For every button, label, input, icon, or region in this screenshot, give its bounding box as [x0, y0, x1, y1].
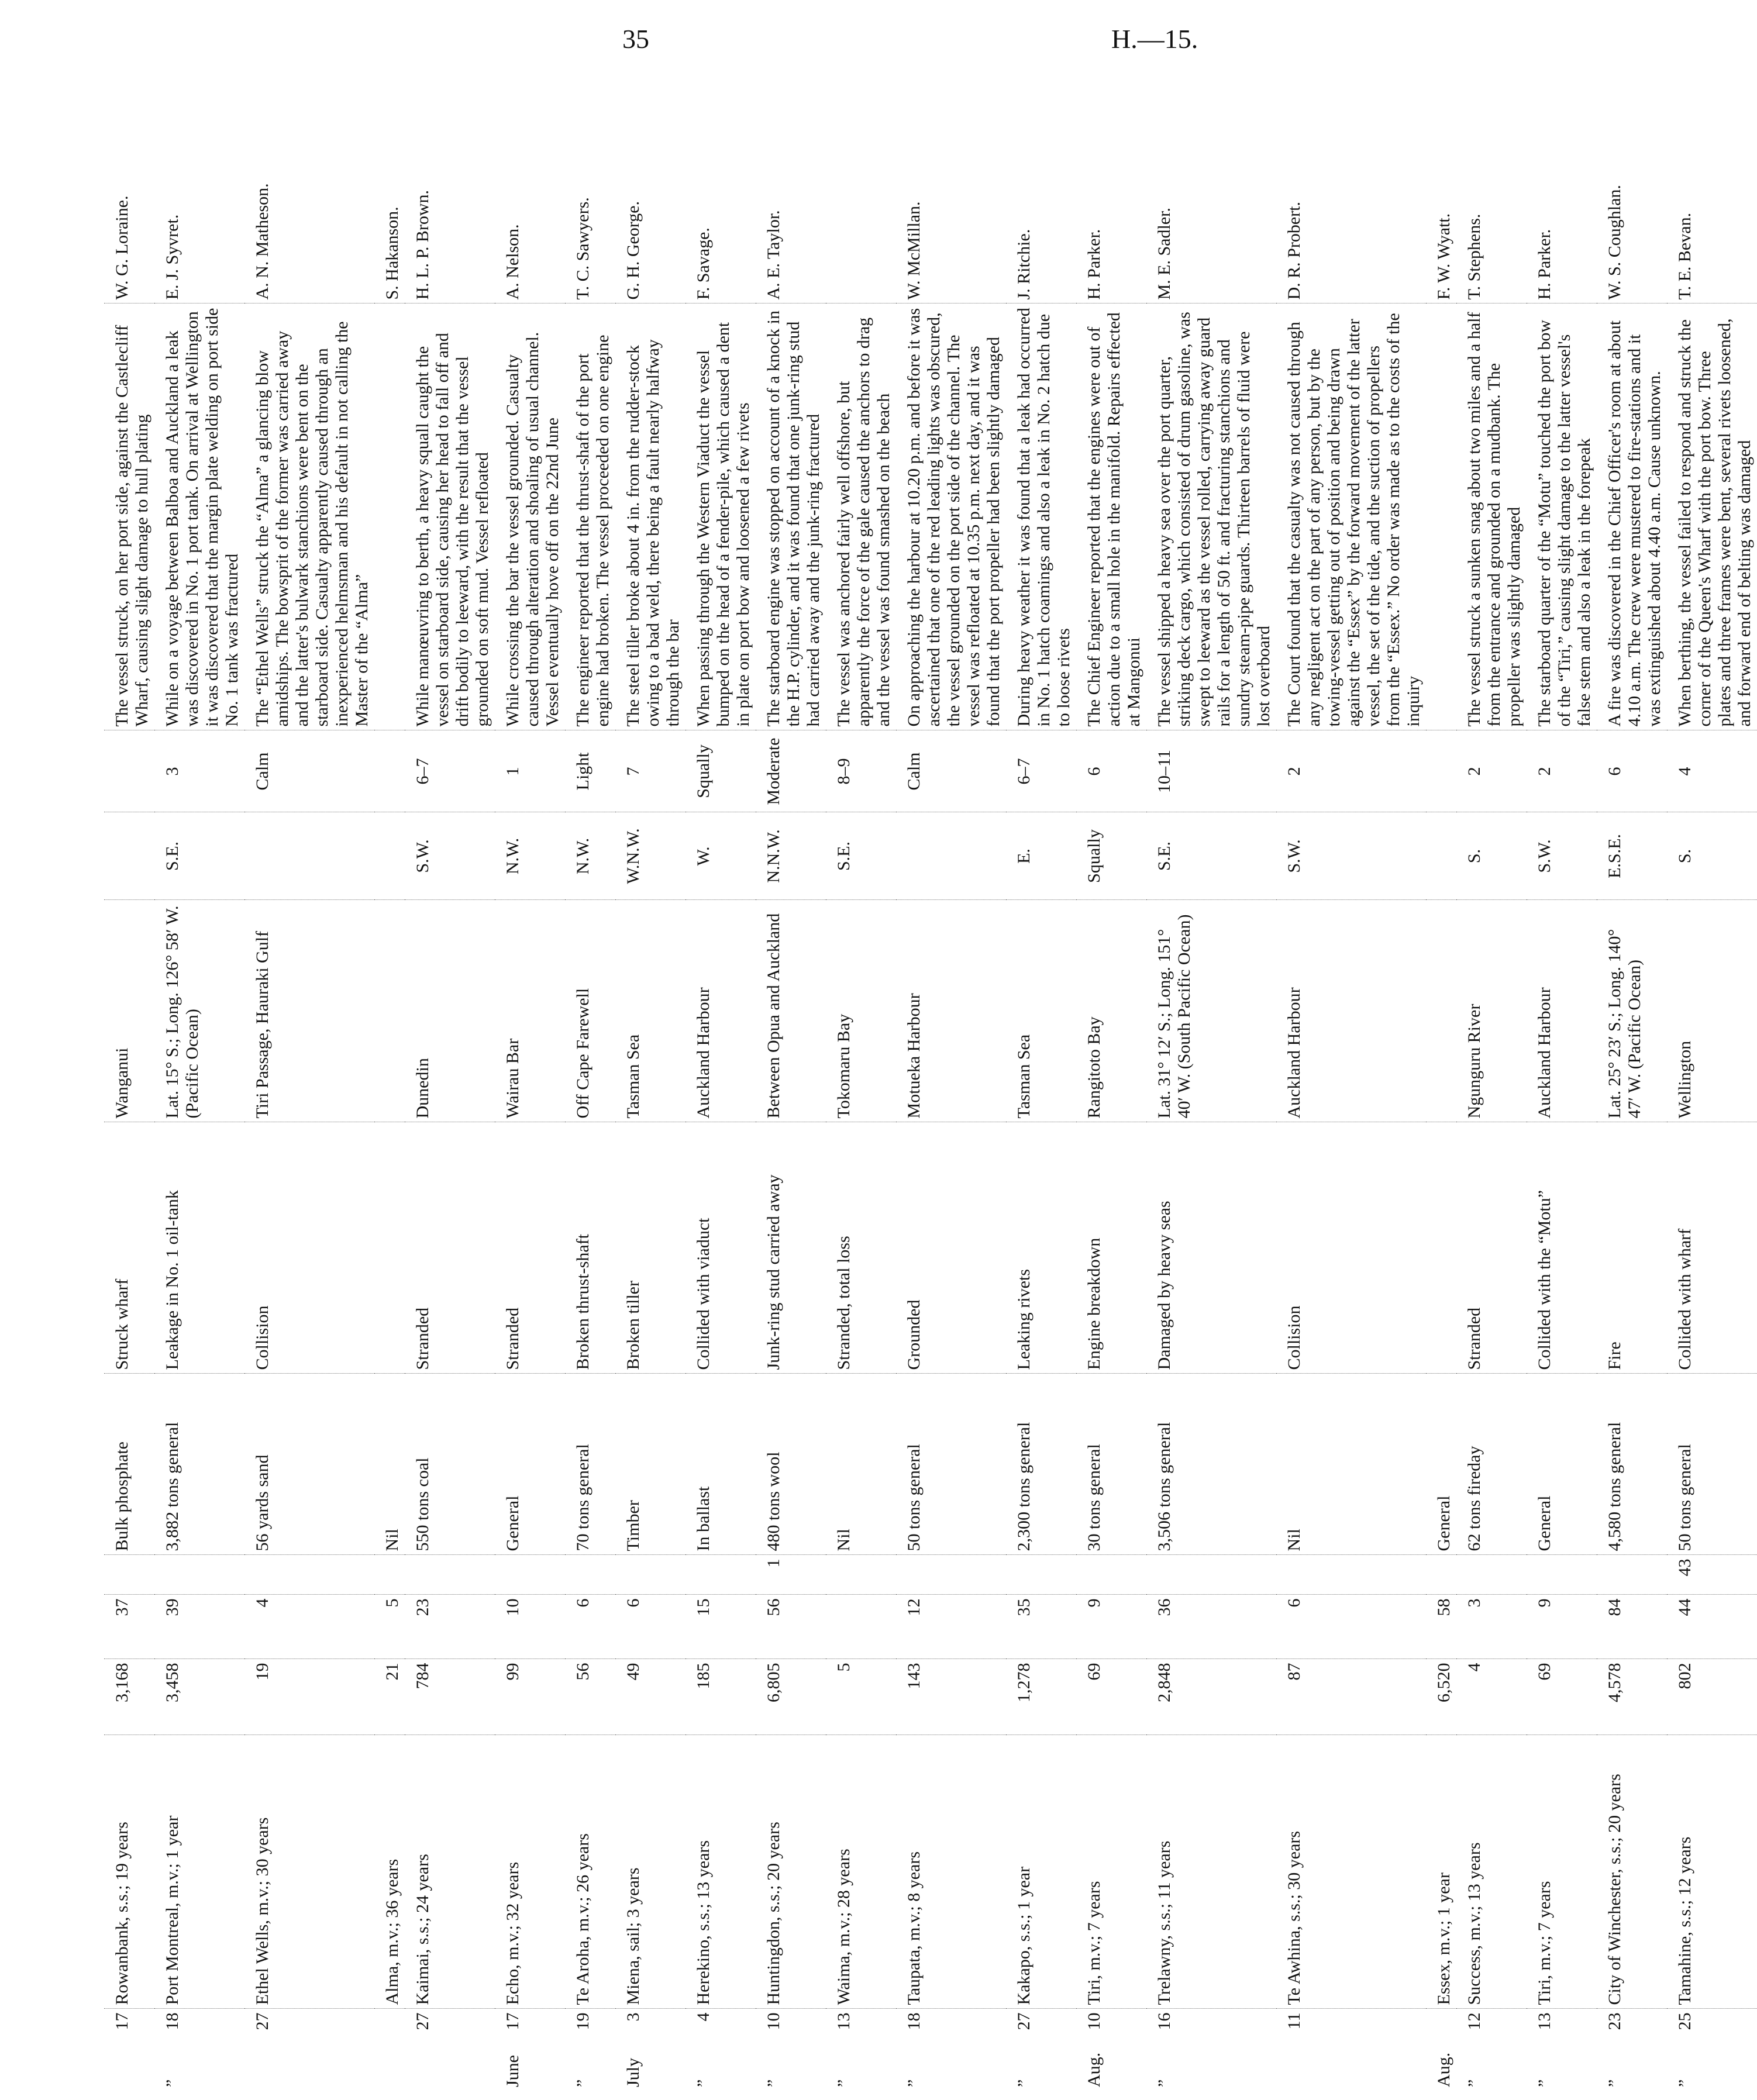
- tonnage-cell: 69: [1076, 1659, 1146, 1735]
- crew-cell: 9: [1527, 1595, 1597, 1659]
- wind-direction-cell: S.W.: [1527, 812, 1597, 900]
- place-cell: Tokomaru Bay: [826, 900, 896, 1122]
- nature-cell: Struck wharf: [104, 1122, 154, 1374]
- cargo-cell: Nil: [374, 1374, 405, 1555]
- vessel-cell: Taupata, m.v.; 8 years: [896, 1735, 1006, 2009]
- passengers-cell: [104, 1555, 154, 1595]
- day-cell: 10: [1084, 2012, 1104, 2030]
- place-cell: Lat. 15° S.; Long. 126° 58′ W. (Pacific Ocean): [154, 900, 244, 1122]
- month-cell: ”: [1155, 2079, 1174, 2087]
- cargo-cell: Nil: [1276, 1374, 1426, 1555]
- cause-cell: The vessel struck a sunken snag about two miles and a half from the entrance and grounded on a mudbank. The propeller was slightly damaged: [1456, 304, 1527, 730]
- cargo-cell: 550 tons coal: [405, 1374, 495, 1555]
- passengers-cell: [615, 1555, 685, 1595]
- tonnage-cell: 802: [1667, 1659, 1757, 1735]
- crew-cell: 4: [244, 1595, 374, 1659]
- cargo-cell: 2,300 tons general: [1006, 1374, 1076, 1555]
- officer-cell: A. E. Taylor.: [756, 102, 826, 304]
- passengers-cell: [1006, 1555, 1076, 1595]
- casualty-table-rotated: [104, 102, 1754, 2091]
- tonnage-cell: 3,168: [104, 1659, 154, 1735]
- officer-cell: T. E. Bevan.: [1667, 102, 1757, 304]
- day-cell: 19: [573, 2012, 592, 2030]
- crew-cell: 36: [1146, 1595, 1276, 1659]
- crew-cell: 35: [1006, 1595, 1076, 1659]
- nature-cell: Leaking rivets: [1006, 1122, 1076, 1374]
- cargo-cell: Timber: [615, 1374, 685, 1555]
- nature-cell: Collided with viaduct: [685, 1122, 756, 1374]
- wind-force-cell: 6–7: [1006, 730, 1076, 812]
- wind-direction-cell: W.N.W.: [615, 812, 685, 900]
- officer-cell: J. Ritchie.: [1006, 102, 1076, 304]
- nature-cell: Collision: [244, 1122, 374, 1374]
- passengers-cell: [374, 1555, 405, 1595]
- vessel-cell: Kaimai, s.s.; 24 years: [405, 1735, 495, 2009]
- vessel-cell: Rowanbank, s.s.; 19 years: [104, 1735, 154, 2009]
- nature-cell: Stranded: [405, 1122, 495, 1374]
- page-number: 35: [622, 24, 649, 54]
- vessel-cell: Miena, sail; 3 years: [615, 1735, 685, 2009]
- officer-cell: T. C. Sawyers.: [565, 102, 615, 304]
- cargo-cell: 3,882 tons general: [154, 1374, 244, 1555]
- nature-cell: Junk-ring stud carried away: [756, 1122, 826, 1374]
- officer-cell: G. H. George.: [615, 102, 685, 304]
- cargo-cell: 3,506 tons general: [1146, 1374, 1276, 1555]
- cargo-cell: 70 tons general: [565, 1374, 615, 1555]
- cause-cell: While manœuvring to berth, a heavy squall caught the vessel on starboard side, causing her head to fall off and drift bodily to leeward, with the result that the vessel grounded on soft mud. Vessel refloated: [405, 304, 495, 730]
- wind-force-cell: Calm: [244, 730, 374, 812]
- cause-cell: The starboard quarter of the “Motu” touched the port bow of the “Tiri,” causing slight damage to the latter vessel's false stem and also a leak in the forepeak: [1527, 304, 1597, 730]
- place-cell: Ngunguru River: [1456, 900, 1527, 1122]
- crew-cell: 15: [685, 1595, 756, 1659]
- tonnage-cell: 6,520: [1426, 1659, 1456, 1735]
- passengers-cell: [1597, 1555, 1667, 1595]
- table-row: [826, 102, 896, 2091]
- day-cell: 27: [413, 2012, 432, 2030]
- tonnage-cell: 3,458: [154, 1659, 244, 1735]
- nature-cell: Broken thrust-shaft: [565, 1122, 615, 1374]
- vessel-cell: Tiri, m.v.; 7 years: [1076, 1735, 1146, 2009]
- cargo-cell: 4,580 tons general: [1597, 1374, 1667, 1555]
- table-row: [244, 102, 374, 2091]
- tonnage-cell: 2,848: [1146, 1659, 1276, 1735]
- crew-cell: 39: [154, 1595, 244, 1659]
- wind-direction-cell: S.: [1456, 812, 1527, 900]
- passengers-cell: [244, 1555, 374, 1595]
- place-cell: Lat. 31° 12′ S.; Long. 151° 40′ W. (South Pacific Ocean): [1146, 900, 1276, 1122]
- cause-cell: On approaching the harbour at 10.20 p.m. and before it was ascertained that one of the red leading lights was obscured, the vessel grounded on the port side of the channel. The vessel was refloated at 10.35 p.m. next day, and it was found that the port propeller had been slightly damaged: [896, 304, 1006, 730]
- vessel-cell: Alma, m.v.; 36 years: [374, 1735, 405, 2009]
- table-row: [896, 102, 1006, 2091]
- month-cell: ”: [1465, 2079, 1484, 2087]
- tonnage-cell: 4: [1456, 1659, 1527, 1735]
- table-row: [1456, 102, 1527, 2091]
- day-cell: [374, 2009, 405, 2039]
- passengers-cell: [1076, 1555, 1146, 1595]
- cargo-cell: General: [1527, 1374, 1597, 1555]
- table-row: [1597, 102, 1667, 2091]
- wind-force-cell: 1: [495, 730, 565, 812]
- vessel-cell: Herekino, s.s.; 13 years: [685, 1735, 756, 2009]
- place-cell: Wairau Bar: [495, 900, 565, 1122]
- passengers-cell: [1276, 1555, 1426, 1595]
- place-cell: Auckland Harbour: [685, 900, 756, 1122]
- wind-force-cell: 2: [1527, 730, 1597, 812]
- officer-cell: W. S. Coughlan.: [1597, 102, 1667, 304]
- tonnage-cell: 56: [565, 1659, 615, 1735]
- vessel-cell: Ethel Wells, m.v.; 30 years: [244, 1735, 374, 2009]
- cause-cell: When berthing, the vessel failed to respond and struck the corner of the Queen's Wharf with the port bow. Three plates and three frames were bent, several rivets loosened, and forward end of belting was damaged: [1667, 304, 1757, 730]
- vessel-cell: Te Awhina, s.s.; 30 years: [1276, 1735, 1426, 2009]
- day-cell: 18: [904, 2012, 924, 2030]
- place-cell: [1426, 900, 1456, 1122]
- wind-direction-cell: S.: [1667, 812, 1757, 900]
- wind-direction-cell: S.E.: [1146, 812, 1276, 900]
- officer-cell: W. G. Loraine.: [104, 102, 154, 304]
- table-row: [756, 102, 826, 2091]
- day-cell: 11: [1284, 2012, 1304, 2030]
- wind-force-cell: Squally: [685, 730, 756, 812]
- wind-direction-cell: E.: [1006, 812, 1076, 900]
- cargo-cell: 56 yards sand: [244, 1374, 374, 1555]
- wind-force-cell: 7: [615, 730, 685, 812]
- crew-cell: 58: [1426, 1595, 1456, 1659]
- nature-cell: [374, 1122, 405, 1374]
- tonnage-cell: 19: [244, 1659, 374, 1735]
- vessel-cell: Success, m.v.; 13 years: [1456, 1735, 1527, 2009]
- wind-force-cell: 10–11: [1146, 730, 1276, 812]
- place-cell: Auckland Harbour: [1527, 900, 1597, 1122]
- nature-cell: Damaged by heavy seas: [1146, 1122, 1276, 1374]
- nature-cell: [1426, 1122, 1456, 1374]
- month-cell: ”: [834, 2079, 853, 2087]
- crew-cell: 5: [374, 1595, 405, 1659]
- cause-cell: The starboard engine was stopped on account of a knock in the H.P. cylinder, and it was found that one junk-ring stud had carried away and the junk-ring fractured: [756, 304, 826, 730]
- crew-cell: 12: [896, 1595, 1006, 1659]
- day-cell: 27: [1014, 2012, 1033, 2030]
- vessel-cell: Tiri, m.v.; 7 years: [1527, 1735, 1597, 2009]
- day-cell: 17: [112, 2012, 132, 2030]
- day-cell: [1426, 2009, 1456, 2039]
- passengers-cell: [896, 1555, 1006, 1595]
- month-cell: [1276, 2039, 1426, 2091]
- place-cell: Rangitoto Bay: [1076, 900, 1146, 1122]
- wind-force-cell: 8–9: [826, 730, 896, 812]
- wind-force-cell: Calm: [896, 730, 1006, 812]
- cargo-cell: 50 tons general: [1667, 1374, 1757, 1555]
- day-cell: 3: [623, 2012, 643, 2022]
- month-cell: [374, 2039, 405, 2091]
- cargo-cell: 30 tons general: [1076, 1374, 1146, 1555]
- cause-cell: While on a voyage between Balboa and Auckland a leak was discovered in No. 1 port tank. On arrival at Wellington it was discovered that the margin plate welding on port side No. 1 tank was fractured: [154, 304, 244, 730]
- crew-cell: 6: [565, 1595, 615, 1659]
- day-cell: 13: [834, 2012, 853, 2030]
- day-cell: 13: [1535, 2012, 1554, 2030]
- table-row: [405, 102, 495, 2091]
- vessel-cell: Port Montreal, m.v.; 1 year: [154, 1735, 244, 2009]
- nature-cell: Stranded, total loss: [826, 1122, 896, 1374]
- table-row: [1426, 102, 1456, 2091]
- officer-cell: W. McMillan.: [896, 102, 1006, 304]
- passengers-cell: [1527, 1555, 1597, 1595]
- day-cell: 4: [694, 2012, 713, 2022]
- cause-cell: The “Ethel Wells” struck the “Alma” a glancing blow amidships. The bowsprit of the former was carried away and the latter's bulwark stanchions were bent on the starboard side. Casualty apparently caused through an inexperienced helmsman and his default in not calling the Master of the “Alma”: [244, 304, 374, 730]
- table-row: [1276, 102, 1426, 2091]
- nature-cell: Leakage in No. 1 oil-tank: [154, 1122, 244, 1374]
- tonnage-cell: 1,278: [1006, 1659, 1076, 1735]
- wind-direction-cell: Squally: [1076, 812, 1146, 900]
- cargo-cell: 480 tons wool: [756, 1374, 826, 1555]
- wind-force-cell: 3: [154, 730, 244, 812]
- cause-cell: [1426, 304, 1456, 730]
- passengers-cell: [1146, 1555, 1276, 1595]
- cargo-cell: General: [1426, 1374, 1456, 1555]
- month-cell: [405, 2039, 495, 2091]
- day-cell: 18: [163, 2012, 182, 2030]
- cause-cell: When passing through the Western Viaduct the vessel bumped on the head of a fender-pile, which caused a dent in plate on port bow and loosened a few rivets: [685, 304, 756, 730]
- nature-cell: Grounded: [896, 1122, 1006, 1374]
- cause-cell: The vessel shipped a heavy sea over the port quarter, striking deck cargo, which consisted of drum gasoline, was swept to leeward as the vessel rolled, carrying away guard rails for a length of 50 ft. and fracturing stanchions and sundry steam-pipe guards. Thirteen barrels of fluid were lost overboard: [1146, 304, 1276, 730]
- passengers-cell: [405, 1555, 495, 1595]
- officer-cell: A. Nelson.: [495, 102, 565, 304]
- tonnage-cell: 6,805: [756, 1659, 826, 1735]
- passengers-cell: 43: [1667, 1555, 1757, 1595]
- tonnage-cell: 4,578: [1597, 1659, 1667, 1735]
- place-cell: Tiri Passage, Hauraki Gulf: [244, 900, 374, 1122]
- tonnage-cell: 143: [896, 1659, 1006, 1735]
- table-row: [615, 102, 685, 2091]
- wind-direction-cell: [1426, 812, 1456, 900]
- cargo-cell: Bulk phosphate: [104, 1374, 154, 1555]
- vessel-cell: Kakapo, s.s.; 1 year: [1006, 1735, 1076, 2009]
- month-cell: [244, 2039, 374, 2091]
- place-cell: Tasman Sea: [615, 900, 685, 1122]
- vessel-cell: Trelawny, s.s.; 11 years: [1146, 1735, 1276, 2009]
- month-cell: ”: [163, 2079, 182, 2087]
- cause-cell: The vessel struck, on her port side, against the Castlecliff Wharf, causing slight damage to hull plating: [104, 304, 154, 730]
- tonnage-cell: 49: [615, 1659, 685, 1735]
- day-cell: 16: [1155, 2012, 1174, 2030]
- crew-cell: 9: [1076, 1595, 1146, 1659]
- nature-cell: Broken tiller: [615, 1122, 685, 1374]
- month-cell: ”: [1535, 2079, 1554, 2087]
- officer-cell: F. Savage.: [685, 102, 756, 304]
- wind-force-cell: 6: [1076, 730, 1146, 812]
- wind-force-cell: [104, 730, 154, 812]
- cargo-cell: General: [495, 1374, 565, 1555]
- officer-cell: D. R. Probert.: [1276, 102, 1426, 304]
- month-cell: ”: [1014, 2079, 1033, 2087]
- tonnage-cell: 5: [826, 1659, 896, 1735]
- place-cell: Wanganui: [104, 900, 154, 1122]
- wind-direction-cell: [104, 812, 154, 900]
- cause-cell: A fire was discovered in the Chief Officer's room at about 4.10 a.m. The crew were mustered to fire-stations and it was extinguished about 4.40 a.m. Cause unknown.: [1597, 304, 1667, 730]
- tonnage-cell: 69: [1527, 1659, 1597, 1735]
- passengers-cell: [495, 1555, 565, 1595]
- crew-cell: 44: [1667, 1595, 1757, 1659]
- crew-cell: 23: [405, 1595, 495, 1659]
- place-cell: Auckland Harbour: [1276, 900, 1426, 1122]
- crew-cell: 56: [756, 1595, 826, 1659]
- cause-cell: The Court found that the casualty was not caused through any negligent act on the part of any person, but by the towing-vessel getting out of position and being drawn against the “Essex” by the forward movement of the latter vessel, the set of the tide, and the suction of propellers from the “Essex.” No order was made as to the costs of the inquiry: [1276, 304, 1426, 730]
- officer-cell: S. Hakanson.: [374, 102, 405, 304]
- nature-cell: Fire: [1597, 1122, 1667, 1374]
- passengers-cell: [154, 1555, 244, 1595]
- wind-direction-cell: S.W.: [1276, 812, 1426, 900]
- document-reference: H.—15.: [1111, 24, 1198, 54]
- month-cell: ”: [1605, 2079, 1624, 2087]
- tonnage-cell: 784: [405, 1659, 495, 1735]
- crew-cell: 6: [1276, 1595, 1426, 1659]
- cargo-cell: Nil: [826, 1374, 896, 1555]
- table-row: [685, 102, 756, 2091]
- passengers-cell: [1456, 1555, 1527, 1595]
- nature-cell: Collided with wharf: [1667, 1122, 1757, 1374]
- vessel-cell: Huntingdon, s.s.; 20 years: [756, 1735, 826, 2009]
- vessel-cell: Essex, m.v.; 1 year: [1426, 1735, 1456, 2009]
- vessel-cell: Waima, m.v.; 28 years: [826, 1735, 896, 2009]
- month-cell: ”: [1675, 2079, 1694, 2087]
- crew-cell: 10: [495, 1595, 565, 1659]
- officer-cell: M. E. Sadler.: [1146, 102, 1276, 304]
- wind-direction-cell: N.W.: [565, 812, 615, 900]
- wind-force-cell: 6–7: [405, 730, 495, 812]
- wind-direction-cell: [896, 812, 1006, 900]
- officer-cell: F. W. Wyatt.: [1426, 102, 1456, 304]
- passengers-cell: [565, 1555, 615, 1595]
- wind-force-cell: [374, 730, 405, 812]
- crew-cell: 84: [1597, 1595, 1667, 1659]
- cause-cell: During heavy weather it was found that a leak had occurred in No. 1 hatch coamings and also a leak in No. 2 hatch due to loose rivets: [1006, 304, 1076, 730]
- place-cell: Off Cape Farewell: [565, 900, 615, 1122]
- officer-cell: [826, 102, 896, 304]
- day-cell: 10: [764, 2012, 783, 2030]
- table-row: [104, 102, 154, 2091]
- crew-cell: 6: [615, 1595, 685, 1659]
- officer-cell: T. Stephens.: [1456, 102, 1527, 304]
- passengers-cell: [826, 1555, 896, 1595]
- vessel-cell: Echo, m.v.; 32 years: [495, 1735, 565, 2009]
- casualty-table: [104, 102, 1757, 2091]
- table-row: [565, 102, 615, 2091]
- nature-cell: Stranded: [1456, 1122, 1527, 1374]
- month-cell: Aug.: [1434, 2052, 1453, 2087]
- officer-cell: H. Parker.: [1076, 102, 1146, 304]
- cause-cell: While crossing the bar the vessel grounded. Casualty caused through alteration and shoaling of usual channel. Vessel eventually hove off on the 22nd June: [495, 304, 565, 730]
- cargo-cell: 62 tons fireday: [1456, 1374, 1527, 1555]
- place-cell: Between Opua and Auckland: [756, 900, 826, 1122]
- wind-direction-cell: W.: [685, 812, 756, 900]
- table-row: [1527, 102, 1597, 2091]
- wind-direction-cell: N.N.W.: [756, 812, 826, 900]
- tonnage-cell: 185: [685, 1659, 756, 1735]
- nature-cell: Collided with the “Motu”: [1527, 1122, 1597, 1374]
- officer-cell: H. Parker.: [1527, 102, 1597, 304]
- passengers-cell: [685, 1555, 756, 1595]
- wind-force-cell: 6: [1597, 730, 1667, 812]
- officer-cell: H. L. P. Brown.: [405, 102, 495, 304]
- nature-cell: Stranded: [495, 1122, 565, 1374]
- wind-direction-cell: S.E.: [826, 812, 896, 900]
- place-cell: Motueka Harbour: [896, 900, 1006, 1122]
- month-cell: ”: [573, 2079, 592, 2087]
- tonnage-cell: 21: [374, 1659, 405, 1735]
- officer-cell: A. N. Matheson.: [244, 102, 374, 304]
- vessel-cell: Te Aroha, m.v.; 26 years: [565, 1735, 615, 2009]
- place-cell: Lat. 25° 23′ S.; Long. 140° 47′ W. (Pacific Ocean): [1597, 900, 1667, 1122]
- table-row: [1667, 102, 1757, 2091]
- table-row: [1006, 102, 1076, 2091]
- month-cell: ”: [764, 2079, 783, 2087]
- tonnage-cell: 99: [495, 1659, 565, 1735]
- table-row: [1146, 102, 1276, 2091]
- passengers-cell: 1: [756, 1555, 826, 1595]
- place-cell: Wellington: [1667, 900, 1757, 1122]
- month-cell: ”: [694, 2079, 713, 2087]
- wind-direction-cell: [244, 812, 374, 900]
- wind-direction-cell: E.S.E.: [1597, 812, 1667, 900]
- wind-force-cell: Moderate: [756, 730, 826, 812]
- wind-direction-cell: N.W.: [495, 812, 565, 900]
- place-cell: Tasman Sea: [1006, 900, 1076, 1122]
- table-row: [154, 102, 244, 2091]
- nature-cell: Engine breakdown: [1076, 1122, 1146, 1374]
- vessel-cell: City of Winchester, s.s.; 20 years: [1597, 1735, 1667, 2009]
- cause-cell: The vessel was anchored fairly well offshore, but apparently the force of the gale caused the anchors to drag and the vessel was found smashed on the beach: [826, 304, 896, 730]
- month-cell: July: [623, 2057, 643, 2087]
- wind-direction-cell: [374, 812, 405, 900]
- place-cell: Dunedin: [405, 900, 495, 1122]
- month-cell: [104, 2039, 154, 2091]
- wind-direction-cell: S.E.: [154, 812, 244, 900]
- crew-cell: 3: [1456, 1595, 1527, 1659]
- cargo-cell: 50 tons general: [896, 1374, 1006, 1555]
- cargo-cell: In ballast: [685, 1374, 756, 1555]
- officer-cell: E. J. Syvret.: [154, 102, 244, 304]
- wind-direction-cell: S.W.: [405, 812, 495, 900]
- table-row: [495, 102, 565, 2091]
- vessel-cell: Tamahine, s.s.; 12 years: [1667, 1735, 1757, 2009]
- day-cell: 25: [1675, 2012, 1694, 2030]
- passengers-cell: [1426, 1555, 1456, 1595]
- day-cell: 27: [253, 2012, 272, 2030]
- day-cell: 17: [503, 2012, 522, 2030]
- crew-cell: [826, 1595, 896, 1659]
- month-cell: Aug.: [1084, 2052, 1104, 2087]
- cause-cell: [374, 304, 405, 730]
- day-cell: 23: [1605, 2012, 1624, 2030]
- tonnage-cell: 87: [1276, 1659, 1426, 1735]
- wind-force-cell: 2: [1456, 730, 1527, 812]
- nature-cell: Collision: [1276, 1122, 1426, 1374]
- place-cell: [374, 900, 405, 1122]
- cause-cell: The engineer reported that the thrust-shaft of the port engine had broken. The vessel proceeded on one engine: [565, 304, 615, 730]
- wind-force-cell: 2: [1276, 730, 1426, 812]
- month-cell: June: [503, 2055, 522, 2087]
- wind-force-cell: 4: [1667, 730, 1757, 812]
- month-cell: ”: [904, 2079, 924, 2087]
- table-row: [374, 102, 405, 2091]
- day-cell: 12: [1465, 2012, 1484, 2030]
- table-row: [1076, 102, 1146, 2091]
- cause-cell: The Chief Engineer reported that the engines were out of action due to a small hole in the manifold. Repairs effected at Mangonui: [1076, 304, 1146, 730]
- wind-force-cell: [1426, 730, 1456, 812]
- cause-cell: The steel tiller broke about 4 in. from the rudder-stock owing to a bad weld, there being a fault nearly halfway through the bar: [615, 304, 685, 730]
- wind-force-cell: Light: [565, 730, 615, 812]
- crew-cell: 37: [104, 1595, 154, 1659]
